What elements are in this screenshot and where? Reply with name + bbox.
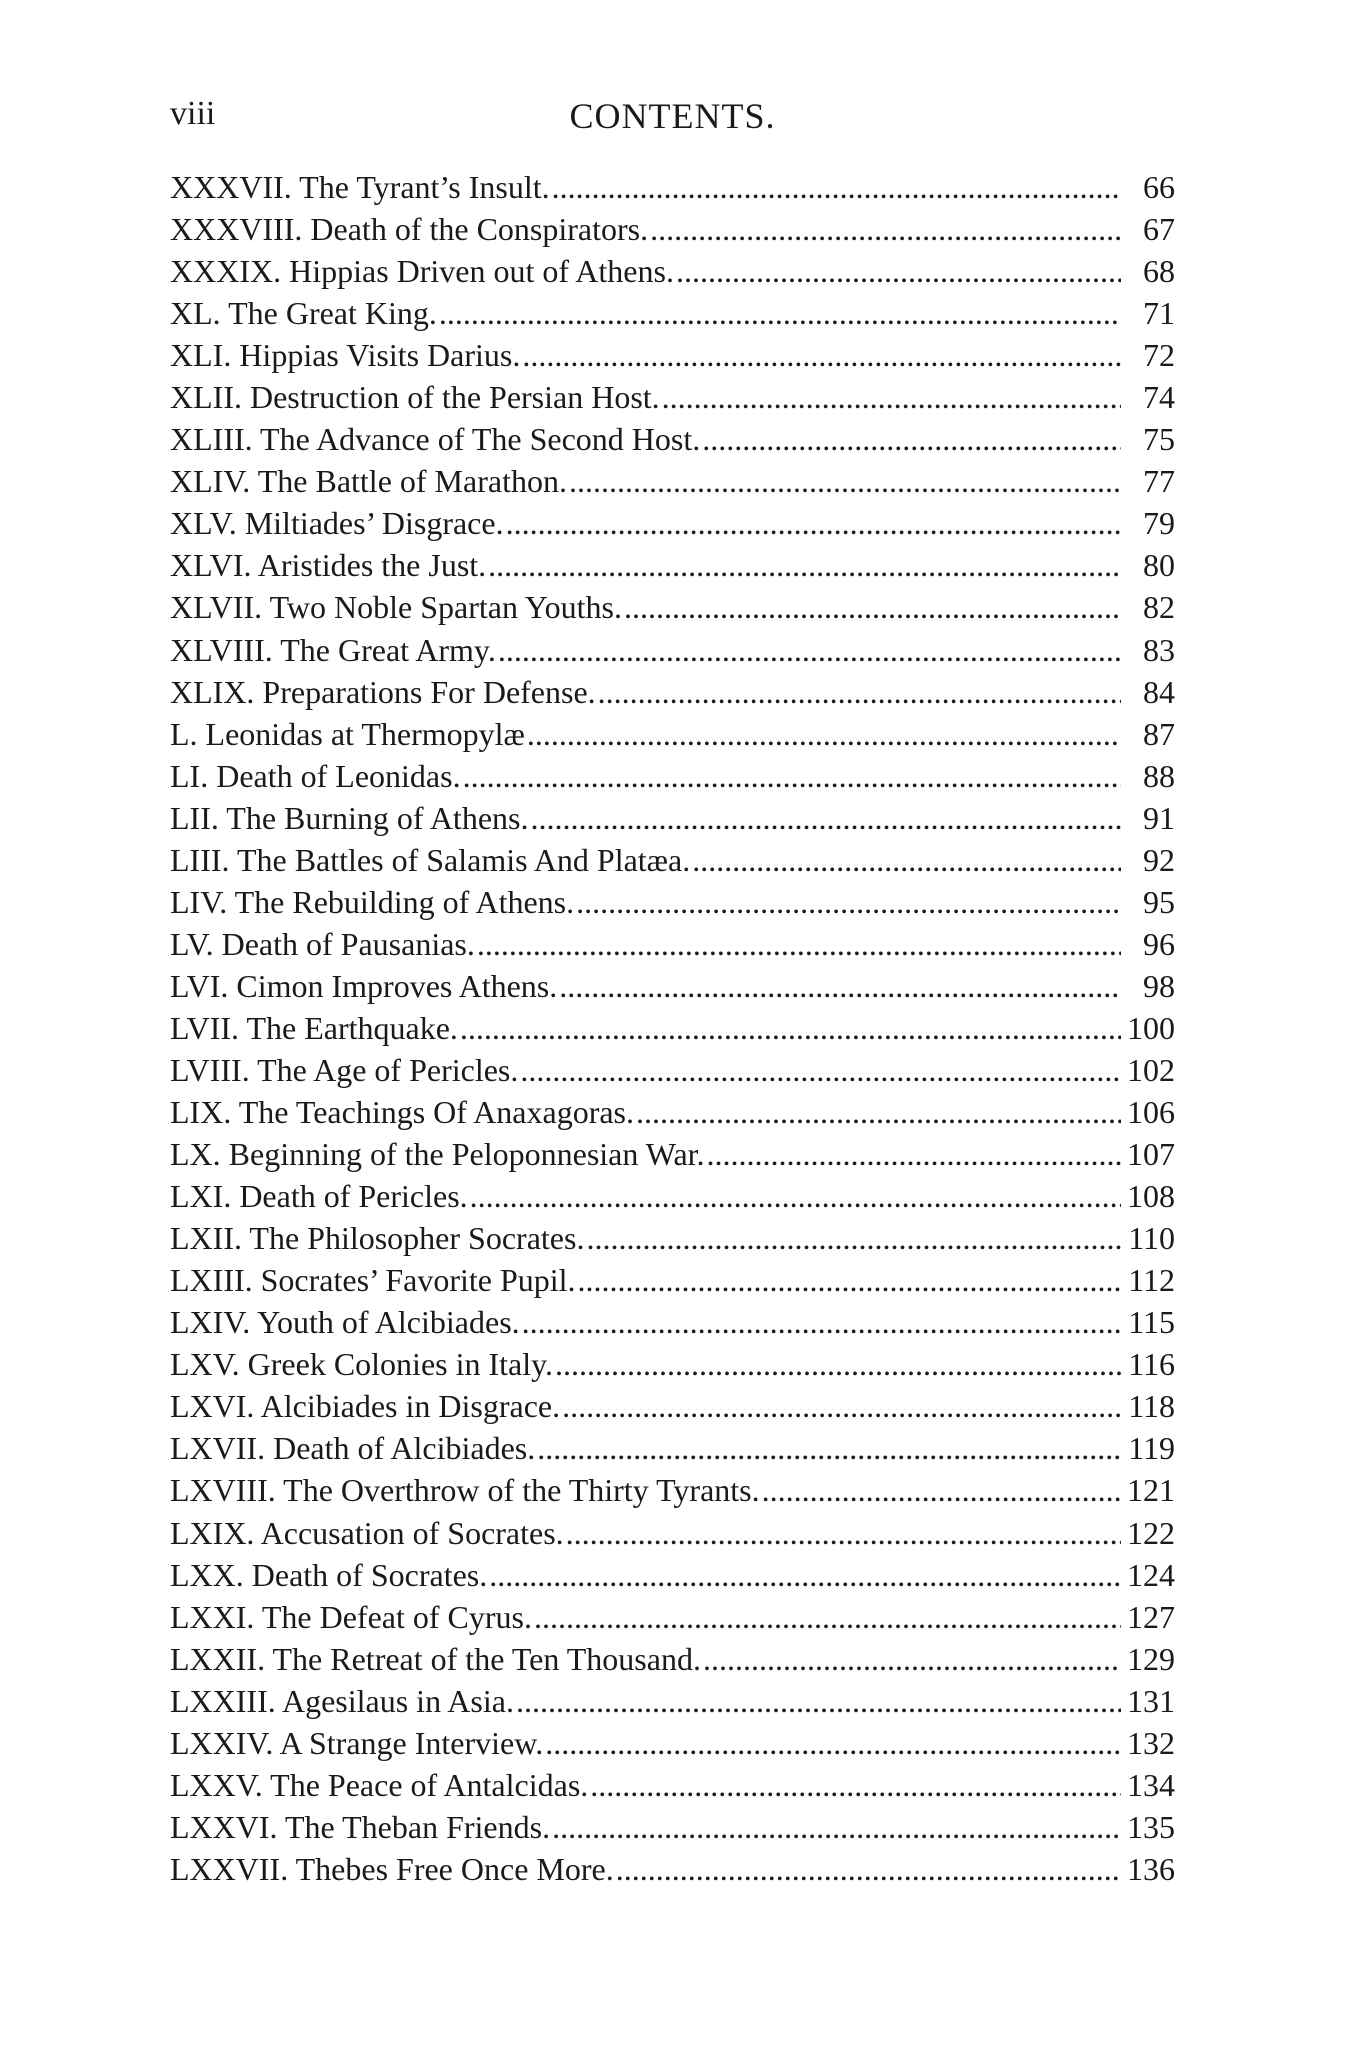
toc-entry [170, 1764, 1175, 1806]
toc-entry-page: 132 [1127, 1724, 1175, 1761]
page-header [170, 95, 1175, 145]
toc-entry-title: XLIV. The Battle of Marathon. [170, 463, 567, 500]
toc-entry-title: XLVI. Aristides the Just. [170, 547, 487, 584]
toc-entry-page: 68 [1143, 253, 1175, 290]
toc-entry [170, 1091, 1175, 1133]
toc-entry [170, 881, 1175, 923]
toc-entry-title: XXXIX. Hippias Driven out of Athens. [170, 253, 674, 290]
toc-entry-page: 72 [1143, 337, 1175, 374]
table-of-contents [170, 166, 1175, 1890]
toc-entry-page: 67 [1143, 211, 1175, 248]
toc-entry-title: LXXI. The Defeat of Cyrus. [170, 1598, 532, 1635]
dot-leader [537, 1427, 1121, 1469]
toc-entry-page: 77 [1143, 463, 1175, 500]
toc-entry-page: 66 [1143, 169, 1175, 205]
toc-entry [170, 797, 1175, 839]
dot-leader [590, 1764, 1121, 1806]
toc-entry-title: LXXIV. A Strange Interview. [170, 1724, 544, 1761]
toc-entry-title: LXIII. Socrates’ Favorite Pupil. [170, 1262, 576, 1299]
toc-entry-title: LXXV. The Peace of Antalcidas. [170, 1766, 589, 1803]
dot-leader [516, 1680, 1121, 1722]
toc-entry [170, 1722, 1175, 1764]
dot-leader [562, 1385, 1121, 1427]
toc-entry [170, 1259, 1175, 1301]
dot-leader [569, 460, 1121, 502]
toc-entry-page: 83 [1143, 631, 1175, 668]
toc-entry-title: LIV. The Rebuilding of Athens. [170, 883, 575, 920]
dot-leader [702, 418, 1121, 460]
toc-entry [170, 376, 1175, 418]
dot-leader [545, 1722, 1121, 1764]
toc-entry [170, 250, 1175, 292]
toc-entry-title: XLIX. Preparations For Defense. [170, 673, 596, 710]
dot-leader [762, 1469, 1121, 1511]
toc-entry-title: LX. Beginning of the Peloponnesian War. [170, 1136, 705, 1173]
toc-entry-title: LXIX. Accusation of Socrates. [170, 1514, 564, 1551]
toc-entry [170, 1385, 1175, 1427]
toc-entry-page: 80 [1143, 547, 1175, 584]
toc-entry-page: 75 [1143, 421, 1175, 458]
toc-entry-page: 92 [1143, 841, 1175, 878]
toc-entry-title: XLVIII. The Great Army. [170, 631, 496, 668]
dot-leader [586, 1217, 1121, 1259]
toc-entry-page: 71 [1143, 295, 1175, 332]
toc-entry [170, 586, 1175, 628]
dot-leader [578, 1259, 1121, 1301]
toc-entry [170, 755, 1175, 797]
dot-leader [636, 1091, 1121, 1133]
toc-entry-title: LXVI. Alcibiades in Disgrace. [170, 1388, 561, 1425]
dot-leader [527, 713, 1121, 755]
dot-leader [489, 1554, 1121, 1596]
dot-leader [598, 671, 1121, 713]
dot-leader [477, 923, 1121, 965]
toc-entry [170, 418, 1175, 460]
toc-entry [170, 166, 1175, 208]
dot-leader [616, 1848, 1121, 1890]
dot-leader [470, 1175, 1121, 1217]
toc-entry-page: 91 [1143, 799, 1175, 836]
toc-entry-title: LXVIII. The Overthrow of the Thirty Tyrants. [170, 1472, 760, 1509]
toc-entry-page: 127 [1127, 1598, 1175, 1635]
toc-entry-page: 79 [1143, 505, 1175, 542]
toc-entry [170, 1596, 1175, 1638]
toc-entry-title: LXIV. Youth of Alcibiades. [170, 1304, 520, 1341]
dot-leader [707, 1133, 1121, 1175]
toc-entry [170, 671, 1175, 713]
toc-entry-title: LVII. The Earthquake. [170, 1009, 458, 1046]
toc-entry-title: XLII. Destruction of the Persian Host. [170, 379, 660, 416]
toc-entry-page: 136 [1127, 1850, 1175, 1887]
toc-entry-title: XXXVIII. Death of the Conspirators. [170, 211, 649, 248]
toc-entry-title: LXX. Death of Socrates. [170, 1556, 488, 1593]
toc-entry [170, 629, 1175, 671]
dot-leader [552, 1806, 1121, 1848]
toc-entry [170, 208, 1175, 250]
toc-entry [170, 1848, 1175, 1890]
toc-entry [170, 1217, 1175, 1259]
toc-entry-page: 107 [1127, 1136, 1175, 1173]
toc-entry-page: 121 [1127, 1472, 1175, 1509]
toc-entry-title: LXV. Greek Colonies in Italy. [170, 1346, 554, 1383]
dot-leader [522, 1301, 1121, 1343]
toc-entry [170, 1343, 1175, 1385]
toc-entry-page: 116 [1128, 1346, 1175, 1383]
toc-entry-title: LXXVII. Thebes Free Once More. [170, 1850, 614, 1887]
toc-entry-title: LVI. Cimon Improves Athens. [170, 967, 558, 1004]
toc-entry-page: 110 [1128, 1220, 1175, 1257]
toc-entry-page: 108 [1127, 1178, 1175, 1215]
toc-entry [170, 460, 1175, 502]
dot-leader [439, 292, 1121, 334]
toc-entry-page: 96 [1143, 925, 1175, 962]
toc-entry [170, 713, 1175, 755]
toc-entry-page: 100 [1127, 1009, 1175, 1046]
toc-entry-title: LXVII. Death of Alcibiades. [170, 1430, 536, 1467]
toc-entry [170, 1301, 1175, 1343]
toc-entry [170, 839, 1175, 881]
toc-entry-page: 98 [1143, 967, 1175, 1004]
toc-entry [170, 1175, 1175, 1217]
toc-entry-title: LXXIII. Agesilaus in Asia. [170, 1682, 514, 1719]
toc-entry-page: 106 [1127, 1094, 1175, 1131]
dot-leader [506, 502, 1121, 544]
toc-entry-title: XLV. Miltiades’ Disgrace. [170, 505, 504, 542]
page-number: viii [170, 95, 216, 132]
toc-entry-title: LVIII. The Age of Pericles. [170, 1051, 519, 1088]
toc-entry [170, 1806, 1175, 1848]
toc-entry-title: LI. Death of Leonidas. [170, 757, 461, 794]
toc-entry-title: XXXVII. The Tyrant’s Insult. [170, 169, 550, 205]
dot-leader [676, 250, 1121, 292]
dot-leader [463, 755, 1121, 797]
toc-entry-page: 112 [1128, 1262, 1175, 1299]
dot-leader [566, 1512, 1121, 1554]
dot-leader [703, 1638, 1121, 1680]
toc-entry-title: L. Leonidas at Thermopylæ [170, 715, 525, 752]
toc-entry-page: 102 [1127, 1051, 1175, 1088]
toc-entry-page: 129 [1127, 1640, 1175, 1677]
toc-entry-title: XLIII. The Advance of The Second Host. [170, 421, 701, 458]
toc-entry-title: LXXII. The Retreat of the Ten Thousand. [170, 1640, 701, 1677]
dot-leader [624, 586, 1121, 628]
toc-entry [170, 334, 1175, 376]
toc-entry [170, 292, 1175, 334]
dot-leader [559, 965, 1121, 1007]
dot-leader [650, 208, 1121, 250]
toc-entry [170, 923, 1175, 965]
toc-entry [170, 1007, 1175, 1049]
toc-entry-page: 134 [1127, 1766, 1175, 1803]
toc-entry [170, 1680, 1175, 1722]
toc-entry [170, 1133, 1175, 1175]
toc-entry-title: LV. Death of Pausanias. [170, 925, 475, 962]
toc-entry [170, 1469, 1175, 1511]
toc-entry [170, 1638, 1175, 1680]
toc-entry-title: LIX. The Teachings Of Anaxagoras. [170, 1094, 634, 1131]
toc-entry-page: 82 [1143, 589, 1175, 626]
dot-leader [522, 334, 1121, 376]
dot-leader [576, 881, 1121, 923]
dot-leader [555, 1343, 1121, 1385]
toc-entry-page: 115 [1128, 1304, 1175, 1341]
toc-entry-title: LII. The Burning of Athens. [170, 799, 529, 836]
toc-entry-page: 95 [1143, 883, 1175, 920]
toc-entry [170, 502, 1175, 544]
toc-entry [170, 965, 1175, 1007]
toc-entry-page: 74 [1143, 379, 1175, 416]
toc-entry [170, 544, 1175, 586]
toc-entry-page: 135 [1127, 1808, 1175, 1845]
toc-entry-title: XLVII. Two Noble Spartan Youths. [170, 589, 622, 626]
running-title: CONTENTS. [569, 96, 776, 136]
dot-leader [534, 1596, 1121, 1638]
toc-entry [170, 1554, 1175, 1596]
toc-entry [170, 1427, 1175, 1469]
toc-entry [170, 1512, 1175, 1554]
toc-entry-page: 87 [1143, 715, 1175, 752]
toc-entry [170, 1049, 1175, 1091]
dot-leader [488, 544, 1121, 586]
toc-entry-page: 88 [1143, 757, 1175, 794]
toc-entry-title: XLI. Hippias Visits Darius. [170, 337, 521, 374]
toc-entry-title: XL. The Great King. [170, 295, 437, 332]
toc-entry-page: 84 [1143, 673, 1175, 710]
dot-leader [520, 1049, 1121, 1091]
toc-entry-title: LXII. The Philosopher Socrates. [170, 1220, 585, 1257]
toc-entry-page: 122 [1127, 1514, 1175, 1551]
toc-entry-title: LIII. The Battles of Salamis And Platæa. [170, 841, 691, 878]
dot-leader [552, 166, 1121, 208]
toc-entry-page: 131 [1127, 1682, 1175, 1719]
dot-leader [662, 376, 1121, 418]
toc-entry-title: LXI. Death of Pericles. [170, 1178, 468, 1215]
toc-entry-page: 119 [1128, 1430, 1175, 1467]
dot-leader [460, 1007, 1121, 1049]
toc-entry-title: LXXVI. The Theban Friends. [170, 1808, 551, 1845]
toc-entry-page: 124 [1127, 1556, 1175, 1593]
dot-leader [692, 839, 1121, 881]
dot-leader [498, 629, 1121, 671]
toc-entry-page: 118 [1128, 1388, 1175, 1425]
dot-leader [530, 797, 1121, 839]
